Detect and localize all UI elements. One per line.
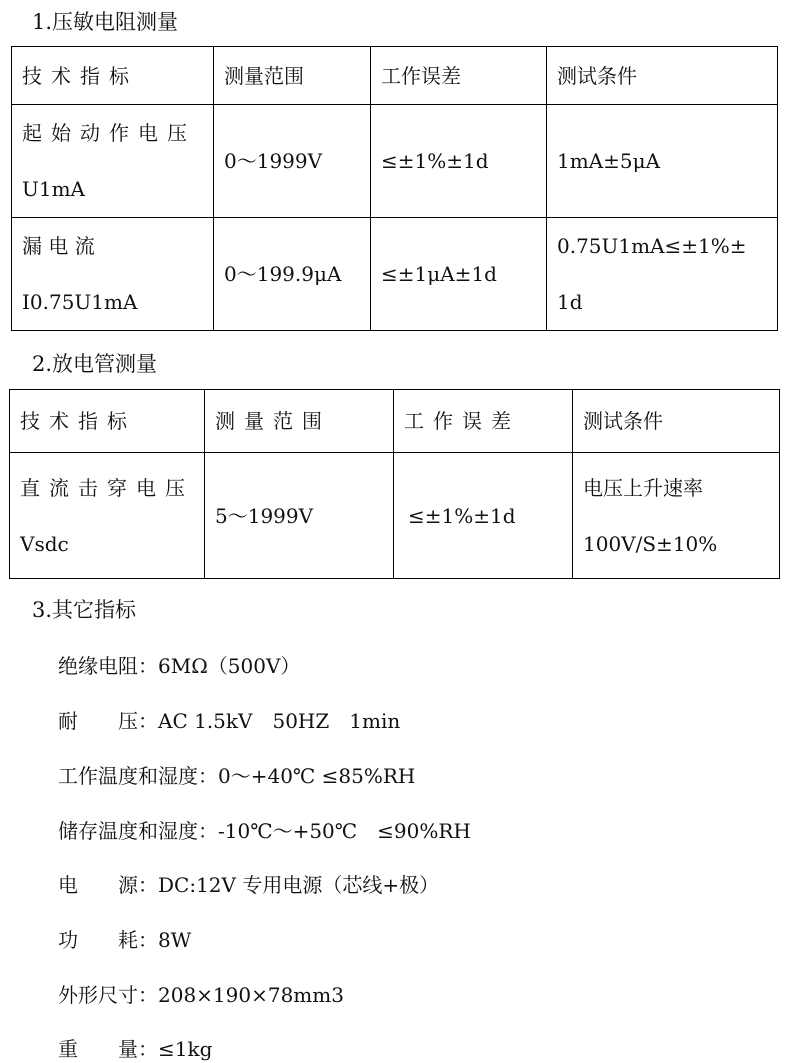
- range-cell: 5～1999V: [205, 453, 394, 579]
- header-condition: 测试条件: [547, 47, 778, 105]
- spec-insulation-resistance: 绝缘电阻：6MΩ（500V）: [58, 654, 301, 678]
- section2-title: 2.放电管测量: [32, 352, 158, 376]
- error-cell: ≤±1%±1d: [394, 453, 573, 579]
- spec-dimensions: 外形尺寸：208×190×78mm3: [58, 983, 344, 1007]
- section1-title: 1.压敏电阻测量: [32, 10, 179, 34]
- section3-title: 3.其它指标: [32, 598, 137, 622]
- discharge-tube-spec-table: [9, 389, 780, 579]
- spec-operating-temperature: 工作温度和湿度：0～+40℃ ≤85%RH: [58, 764, 416, 788]
- condition-cell: 1mA±5μA: [547, 105, 778, 218]
- indicator-cell: 漏 电 流 I0.75U1mA: [12, 218, 214, 331]
- indicator-cell: 起始动作电压 U1mA: [12, 105, 214, 218]
- table-header-row: [12, 47, 778, 105]
- indicator-cell: 直流击穿电压 Vsdc: [10, 453, 205, 579]
- varistor-spec-table: [11, 46, 778, 331]
- error-cell: ≤±1μA±1d: [371, 218, 547, 331]
- spec-storage-temperature: 储存温度和湿度：-10℃～+50℃ ≤90%RH: [58, 819, 471, 843]
- header-error: 工作误差: [394, 390, 573, 453]
- range-cell: 0～199.9μA: [214, 218, 371, 331]
- header-indicator: 技术指标: [12, 47, 214, 105]
- spec-power-consumption: 功 耗：8W: [58, 928, 192, 952]
- header-error: 工作误差: [371, 47, 547, 105]
- table-header-row: [10, 390, 780, 453]
- condition-cell: 电压上升速率 100V/S±10%: [573, 453, 780, 579]
- spec-weight: 重 量：≤1kg: [58, 1037, 213, 1061]
- header-range: 测量范围: [214, 47, 371, 105]
- table-row: [12, 105, 778, 218]
- spec-power-supply: 电 源：DC:12V 专用电源（芯线+极）: [58, 873, 440, 897]
- table-row: [10, 453, 780, 579]
- range-cell: 0～1999V: [214, 105, 371, 218]
- header-indicator: 技术指标: [10, 390, 205, 453]
- header-condition: 测试条件: [573, 390, 780, 453]
- spec-withstand-voltage: 耐 压：AC 1.5kV 50HZ 1min: [58, 709, 401, 733]
- error-cell: ≤±1%±1d: [371, 105, 547, 218]
- condition-cell: 0.75U1mA≤±1%± 1d: [547, 218, 778, 331]
- table-row: [12, 218, 778, 331]
- header-range: 测量范围: [205, 390, 394, 453]
